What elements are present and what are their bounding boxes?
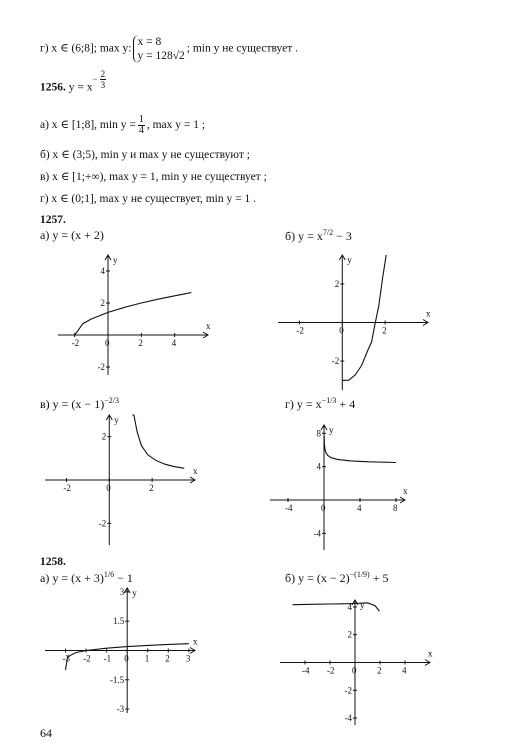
x-tick-label: -4	[302, 665, 310, 676]
title-1257v: в) $y = (x - 1)^{-2/3}$	[40, 396, 119, 411]
x-tick-label: -1	[103, 653, 112, 664]
sys-line-2: y = 128√2	[137, 50, 185, 62]
y-tick-label: -2	[331, 356, 340, 367]
x-tick-label: -2	[63, 483, 71, 493]
a-frac-d: 4	[138, 125, 144, 136]
y-tick-label: -4	[313, 528, 321, 539]
y-tick-label: 4	[100, 266, 105, 276]
x-axis-label: x	[403, 486, 408, 496]
exp-den: 3	[100, 80, 106, 90]
title-1257b: б) $y = x^{7/2} - 3$	[285, 228, 352, 243]
x-tick-label: 0	[339, 325, 344, 336]
x-tick-label: 0	[124, 653, 129, 664]
x-tick-label: 2	[377, 665, 382, 676]
y-axis-label: y	[114, 415, 119, 425]
x-tick-label: 1	[144, 653, 150, 664]
problem-number-1257: 1257.	[40, 214, 66, 226]
y-tick-label: 2	[101, 431, 107, 442]
x-tick-label: -3	[62, 653, 71, 664]
y-tick-label: -2	[98, 518, 107, 529]
x-tick-label: 4	[171, 338, 177, 348]
a-frac-n: 1	[138, 114, 144, 125]
problem-number-1258: 1258.	[40, 556, 66, 568]
g-top-prefix: г) x ∈ (6;8]; max y:	[40, 42, 132, 55]
y-tick-label: 3	[119, 586, 125, 597]
x-tick-label: -2	[327, 665, 335, 676]
x-axis-label: x	[193, 466, 198, 476]
x-tick-label: 0	[105, 338, 110, 348]
y-tick-label: 2	[347, 629, 352, 640]
x-axis-label: x	[426, 308, 431, 319]
x-tick-label: -2	[71, 338, 80, 348]
function-curve	[293, 603, 380, 611]
y-axis-label: y	[329, 425, 334, 435]
y-tick-label: 8	[316, 428, 321, 439]
page-number: 64	[40, 726, 52, 740]
exp-num: 2	[100, 69, 106, 79]
x-tick-label: 2	[138, 338, 143, 348]
y-tick-label: 1.5	[112, 616, 125, 627]
y-tick-label: -1.5	[109, 674, 125, 685]
a-suffix: , max y = 1 ;	[146, 119, 206, 132]
line-g: г) x ∈ (0;1], max y не существует, min y = 1 .	[40, 193, 256, 205]
a-prefix: а) x ∈ [1;8], min y =	[40, 119, 136, 132]
line-v: в) x ∈ [1;+∞), max y = 1, min y не существует ;	[40, 171, 267, 183]
title-1257g: г) $y = x^{-1/3} + 4$	[285, 396, 356, 411]
title-1258b: б) $y = (x - 2)^{-(1/9)} + 5$	[285, 570, 389, 585]
x-tick-label: 2	[149, 483, 154, 493]
x-tick-label: 8	[393, 503, 398, 513]
sys-line-1: x = 8	[137, 36, 162, 48]
x-tick-label: -2	[83, 653, 91, 664]
y-tick-label: -2	[344, 685, 352, 696]
function-1256: y = x	[68, 81, 93, 94]
x-axis-label: x	[428, 648, 433, 659]
y-tick-label: -2	[97, 362, 105, 372]
x-tick-label: 0	[321, 503, 326, 513]
y-tick-label: -3	[116, 704, 125, 715]
line-b: б) x ∈ (3;5), min y и max y не существуют ;	[40, 149, 250, 161]
x-tick-label: 0	[106, 483, 111, 493]
y-tick-label: 2	[100, 298, 105, 308]
x-tick-label: 3	[185, 653, 191, 664]
exp-sign: −	[92, 73, 98, 84]
y-tick-label: 4	[316, 461, 321, 472]
x-tick-label: -2	[296, 325, 304, 336]
x-tick-label: 0	[352, 665, 357, 676]
title-1257a: а) y = (x + 2)	[40, 228, 104, 242]
y-tick-label: -4	[344, 713, 352, 724]
x-tick-label: 4	[357, 503, 362, 513]
y-axis-label: y	[132, 588, 137, 598]
y-axis-label: y	[113, 255, 118, 265]
y-tick-label: 4	[347, 601, 352, 612]
x-axis-label: x	[193, 636, 198, 647]
title-1258a: а) $y = (x + 3)^{1/6} - 1$	[40, 570, 133, 585]
y-tick-label: 2	[334, 278, 340, 289]
y-axis-label: y	[347, 255, 352, 265]
x-tick-label: 4	[402, 665, 407, 676]
x-axis-label: x	[206, 321, 211, 331]
y-axis-label: y	[360, 600, 365, 610]
problem-number-1256: 1256.	[40, 81, 66, 94]
x-tick-label: 2	[165, 653, 170, 664]
g-top-suffix: ; min y не существует .	[186, 42, 298, 55]
x-tick-label: -4	[285, 503, 293, 513]
x-tick-label: 2	[382, 325, 387, 336]
